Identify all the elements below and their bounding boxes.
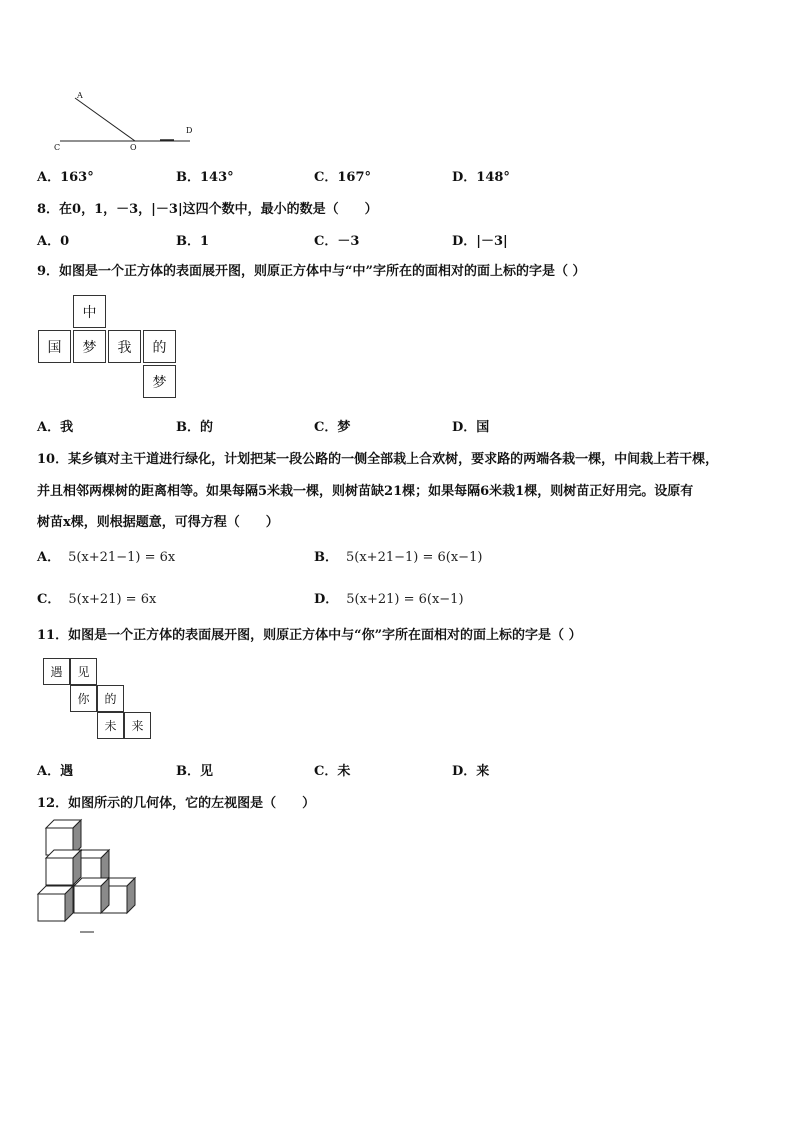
q9-option-c[interactable]: C．梦 xyxy=(314,420,351,435)
net-cell: 来 xyxy=(124,712,151,739)
q10-option-b[interactable] xyxy=(314,546,482,565)
equation: 5(x+21) = 6(x−1) xyxy=(346,592,464,607)
net-cell: 梦 xyxy=(73,330,106,363)
q7-option-d[interactable]: D．148° xyxy=(452,170,510,185)
net-cell: 的 xyxy=(97,685,124,712)
q10-option-a[interactable] xyxy=(37,546,175,565)
net-cell: 梦 xyxy=(143,365,176,398)
q9-option-d[interactable]: D．国 xyxy=(452,420,490,435)
option-label: A． xyxy=(37,550,61,565)
q10-option-c[interactable] xyxy=(37,588,156,607)
net-cell: 你 xyxy=(70,685,97,712)
q8-option-d[interactable]: D．|－3| xyxy=(452,234,508,249)
net-cell: 中 xyxy=(73,295,106,328)
q8-option-c[interactable]: C．－3 xyxy=(314,234,360,249)
net-cell: 我 xyxy=(108,330,141,363)
equation: 5(x+21) = 6x xyxy=(68,592,157,607)
q8-option-a[interactable]: A．0 xyxy=(37,234,70,249)
net-cell: 遇 xyxy=(43,658,70,685)
option-label: D． xyxy=(314,592,339,607)
q11-option-d[interactable]: D．来 xyxy=(452,764,490,779)
q8-option-b[interactable]: B．1 xyxy=(176,234,210,249)
label-a: A xyxy=(77,91,83,100)
net-cell: 未 xyxy=(97,712,124,739)
q9-option-a[interactable]: A．我 xyxy=(37,420,74,435)
net-cell: 的 xyxy=(143,330,176,363)
q7-option-c[interactable]: C．167° xyxy=(314,170,371,185)
label-o: O xyxy=(130,143,137,152)
q10-text-line1: 10．某乡镇对主干道进行绿化，计划把某一段公路的一侧全部栽上合欢树，要求路的两端各栽一棵，中间栽上若干棵， xyxy=(37,452,719,467)
q10-text-line3: 树苗x棵，则根据题意，可得方程（ ） xyxy=(37,515,279,530)
q12-cube-solid xyxy=(36,818,142,936)
q7-option-a[interactable]: A．163° xyxy=(37,170,94,185)
q10-option-d[interactable] xyxy=(314,588,464,607)
q8-text: 8．在0，1，－3，|－3|这四个数中，最小的数是（ ） xyxy=(37,202,378,217)
q12-text: 12．如图所示的几何体，它的左视图是（ ） xyxy=(37,796,316,811)
label-d: D xyxy=(186,126,193,135)
q11-option-a[interactable]: A．遇 xyxy=(37,764,74,779)
option-label: B． xyxy=(314,550,338,565)
label-c: C xyxy=(54,143,61,152)
q9-text: 9．如图是一个正方体的表面展开图，则原正方体中与“中”字所在的面相对的面上标的字是（ ） xyxy=(37,264,586,279)
q7-option-b[interactable]: B．143° xyxy=(176,170,234,185)
option-label: C． xyxy=(37,592,61,607)
q11-option-b[interactable]: B．见 xyxy=(176,764,213,779)
net-cell: 国 xyxy=(38,330,71,363)
equation: 5(x+21−1) = 6(x−1) xyxy=(346,550,483,565)
q11-text: 11．如图是一个正方体的表面展开图，则原正方体中与“你”字所在面相对的面上标的字是（ ） xyxy=(37,628,582,643)
q10-text-line2: 并且相邻两棵树的距离相等。如果每隔5米栽一棵，则树苗缺21棵；如果每隔6米栽1棵，则树苗正好用完。设原有 xyxy=(37,484,694,499)
equation: 5(x+21−1) = 6x xyxy=(68,550,176,565)
net-cell: 见 xyxy=(70,658,97,685)
q11-option-c[interactable]: C．未 xyxy=(314,764,351,779)
angle-figure xyxy=(50,88,200,154)
q9-option-b[interactable]: B．的 xyxy=(176,420,213,435)
